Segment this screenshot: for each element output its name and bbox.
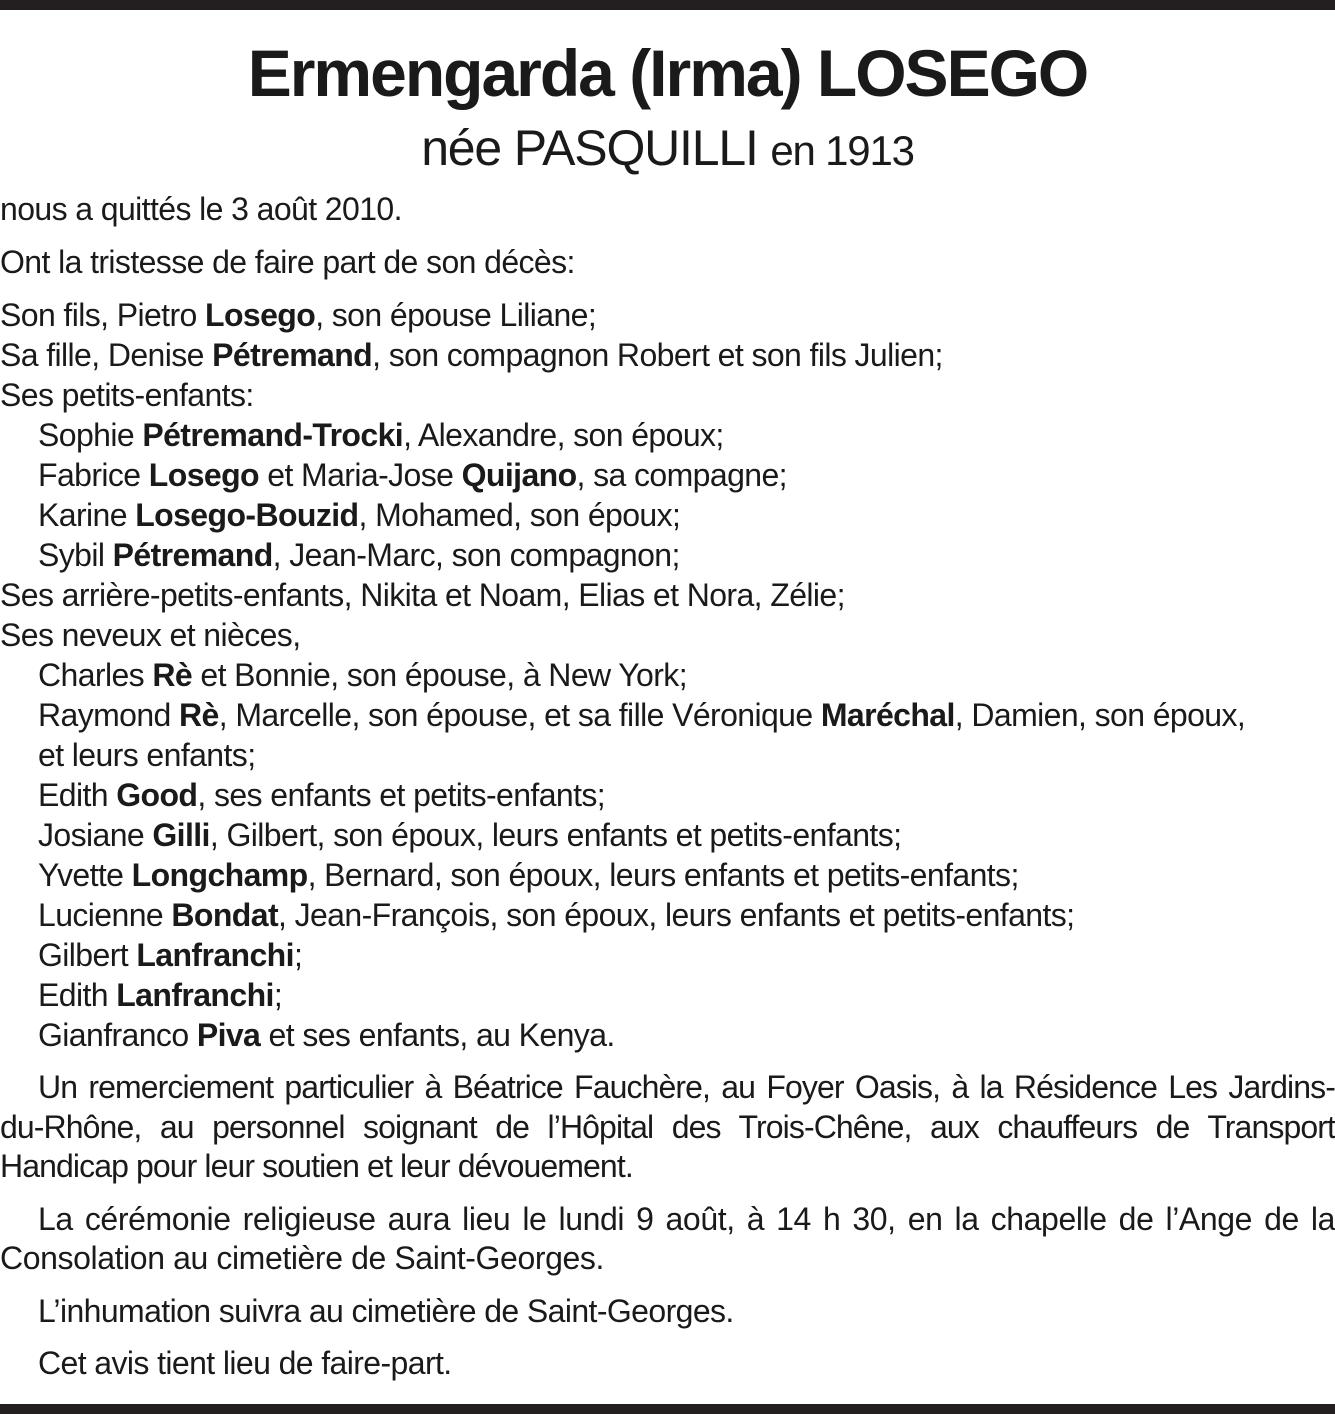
nephew-gianfranco: Gianfranco Piva et ses enfants, au Kenya. <box>38 1017 615 1053</box>
nephew-lucienne: Lucienne Bondat, Jean-François, son époux, leurs enfants et petits-enfants; <box>38 897 1075 933</box>
grandchild-sophie: Sophie Pétremand-Trocki, Alexandre, son époux; <box>38 417 724 453</box>
grandchild-karine: Karine Losego-Bouzid, Mohamed, son époux; <box>38 497 681 533</box>
surname: Quijano <box>461 457 577 493</box>
surname: Maréchal <box>820 697 955 733</box>
surname: Lanfranchi <box>116 977 274 1013</box>
surname: Pétremand <box>112 537 273 573</box>
surname: Lanfranchi <box>136 937 294 973</box>
surname: Gilli <box>152 817 210 853</box>
surname: Rè <box>179 697 219 733</box>
nephew-raymond: Raymond Rè, Marcelle, son épouse, et sa fille Véronique Maréchal, Damien, son époux, <box>38 697 1246 733</box>
grandchild-fabrice: Fabrice Losego et Maria-Jose Quijano, sa compagne; <box>38 457 787 493</box>
nephew-yvette: Yvette Longchamp, Bernard, son époux, leurs enfants et petits-enfants; <box>38 857 1019 893</box>
surname: Piva <box>196 1017 261 1053</box>
surname: Good <box>116 777 198 813</box>
maiden-name: née PASQUILLI <box>421 120 758 176</box>
grandchildren-label: Ses petits-enfants: <box>0 377 254 413</box>
birth-line <box>0 108 1335 181</box>
surname: Longchamp <box>131 857 308 893</box>
great-grandchildren: Ses arrière-petits-enfants, Nikita et Noam, Elias et Nora, Zélie; <box>0 577 845 613</box>
family-son: Son fils, Pietro Losego, son épouse Liliane; <box>0 297 597 333</box>
notice-paragraph: Cet avis tient lieu de faire-part. <box>38 1345 452 1381</box>
nephew-edith-good: Edith Good, ses enfants et petits-enfants; <box>38 777 606 813</box>
birth-year: en 1913 <box>770 127 914 174</box>
surname: Losego <box>205 297 316 333</box>
nephews-label: Ses neveux et nièces, <box>0 617 301 653</box>
death-date-line: nous a quittés le 3 août 2010. <box>0 191 402 227</box>
surname: Pétremand-Trocki <box>142 417 404 453</box>
surname: Pétremand <box>212 337 373 373</box>
surname: Bondat <box>171 897 278 933</box>
surname: Rè <box>152 657 193 693</box>
obituary-notice <box>0 10 1335 1404</box>
nephew-charles: Charles Rè et Bonnie, son épouse, à New York; <box>38 657 687 693</box>
grandchild-sybil: Sybil Pétremand, Jean-Marc, son compagnon; <box>38 537 680 573</box>
nephew-edith-lanfranchi: Edith Lanfranchi; <box>38 977 283 1013</box>
burial-paragraph: L’inhumation suivra au cimetière de Saint-Georges. <box>38 1292 734 1329</box>
bottom-rule <box>0 1404 1335 1414</box>
nephew-josiane: Josiane Gilli, Gilbert, son époux, leurs enfants et petits-enfants; <box>38 817 902 853</box>
thanks-paragraph: Un remerciement particulier à Béatrice Fauchère, au Foyer Oasis, à la Résidence Les Jardins-du-Rhône, au personnel soignant de l’Hôpital des Trois-Chêne, aux chauffeurs de Transport Handicap pour leur soutien et leur dévouement. <box>0 1069 1335 1184</box>
ceremony-paragraph: La cérémonie religieuse aura lieu le lundi 9 août, à 14 h 30, en la chapelle de l’Ange de la Consolation au cimetière de Saint-Georges. <box>0 1200 1335 1276</box>
surname: Losego-Bouzid <box>135 497 359 533</box>
nephew-gilbert: Gilbert Lanfranchi; <box>38 937 303 973</box>
family-daughter: Sa fille, Denise Pétremand, son compagnon Robert et son fils Julien; <box>0 337 943 373</box>
deceased-name: Ermengarda (Irma) LOSEGO <box>247 36 1088 110</box>
announcement-line: Ont la tristesse de faire part de son décès: <box>0 244 575 280</box>
top-rule <box>0 0 1335 10</box>
surname: Losego <box>148 457 259 493</box>
nephew-raymond-continued: et leurs enfants; <box>38 737 256 773</box>
